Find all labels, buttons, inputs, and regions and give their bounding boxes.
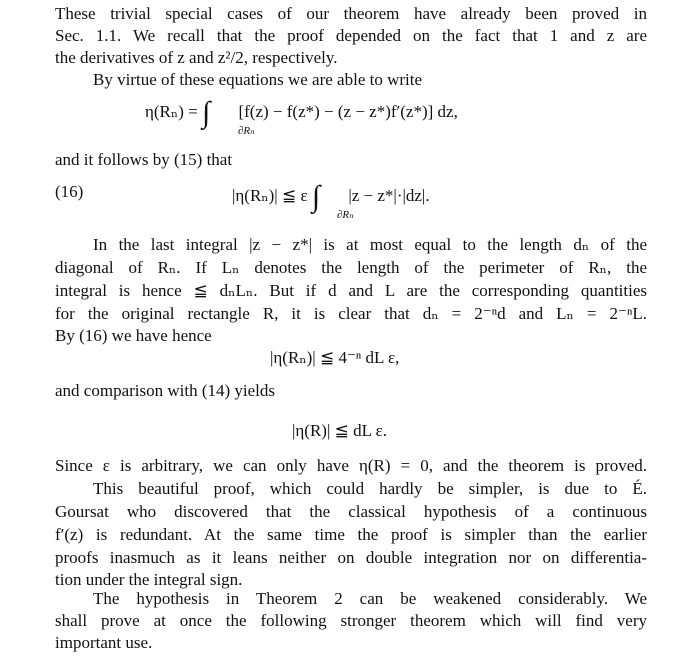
integral-subscript: ∂Rₙ [337, 209, 354, 221]
integral-sign: ∫ [311, 180, 321, 213]
text-line: integral is hence ≦ dₙLₙ. But if d and L are the corresponding quantities [55, 281, 647, 300]
text-line: diagonal of Rₙ. If Lₙ denotes the length of the perimeter of Rₙ, the [55, 258, 647, 277]
integral-subscript: ∂Rₙ [238, 125, 255, 137]
text-line: the derivatives of z and z²/2, respectively. [55, 48, 338, 67]
text-line: for the original rectangle R, it is clear that dₙ = 2⁻ⁿd and Lₙ = 2⁻ⁿL. [55, 304, 647, 323]
text-line: f′(z) is redundant. At the same time the proof is simpler than the earlier [55, 525, 647, 544]
equation-eta [145, 96, 458, 129]
text-line: and it follows by (15) that [55, 150, 233, 169]
text-line: proofs inasmuch as it leans neither on double integration nor on differentia- [55, 548, 647, 567]
text-line: In the last integral |z − z*| is at most equal to the length dₙ of the [93, 235, 647, 254]
equation-label: (16) [55, 182, 84, 201]
text-line: Since ε is arbitrary, we can only have η(R) = 0, and the theorem is proved. [55, 456, 647, 475]
equation-final: |η(R)| ≦ dL ε. [292, 421, 387, 440]
text-line: important use. [55, 633, 153, 652]
text-line: By virtue of these equations we are able to write [93, 70, 423, 89]
text-line: This beautiful proof, which could hardly be simpler, is due to É. [93, 479, 647, 498]
text-line: shall prove at once the following stronger theorem which will find very [55, 611, 647, 630]
text-line: These trivial special cases of our theorem have already been proved in [55, 4, 647, 23]
text-line: By (16) we have hence [55, 326, 212, 345]
text-line: The hypothesis in Theorem 2 can be weakened considerably. We [93, 589, 647, 608]
integral-sign: ∫ [202, 96, 211, 129]
text-line: and comparison with (14) yields [55, 381, 276, 400]
text-line: tion under the integral sign. [55, 570, 243, 589]
equation-rhs: |z − z*|·|dz|. [348, 186, 430, 205]
text-line: Sec. 1.1. We recall that the proof depended on the fact that 1 and z are [55, 26, 647, 45]
equation-rhs: [f(z) − f(z*) − (z − z*)f′(z*)] dz, [238, 102, 458, 121]
equation-lhs: |η(Rₙ)| ≦ ε [232, 186, 308, 205]
text-line: Goursat who discovered that the classical hypothesis of a continuous [55, 502, 647, 521]
equation-16 [232, 180, 430, 213]
equation-bound: |η(Rₙ)| ≦ 4⁻ⁿ dL ε, [270, 348, 400, 367]
equation-lhs: η(Rₙ) = [145, 102, 198, 121]
